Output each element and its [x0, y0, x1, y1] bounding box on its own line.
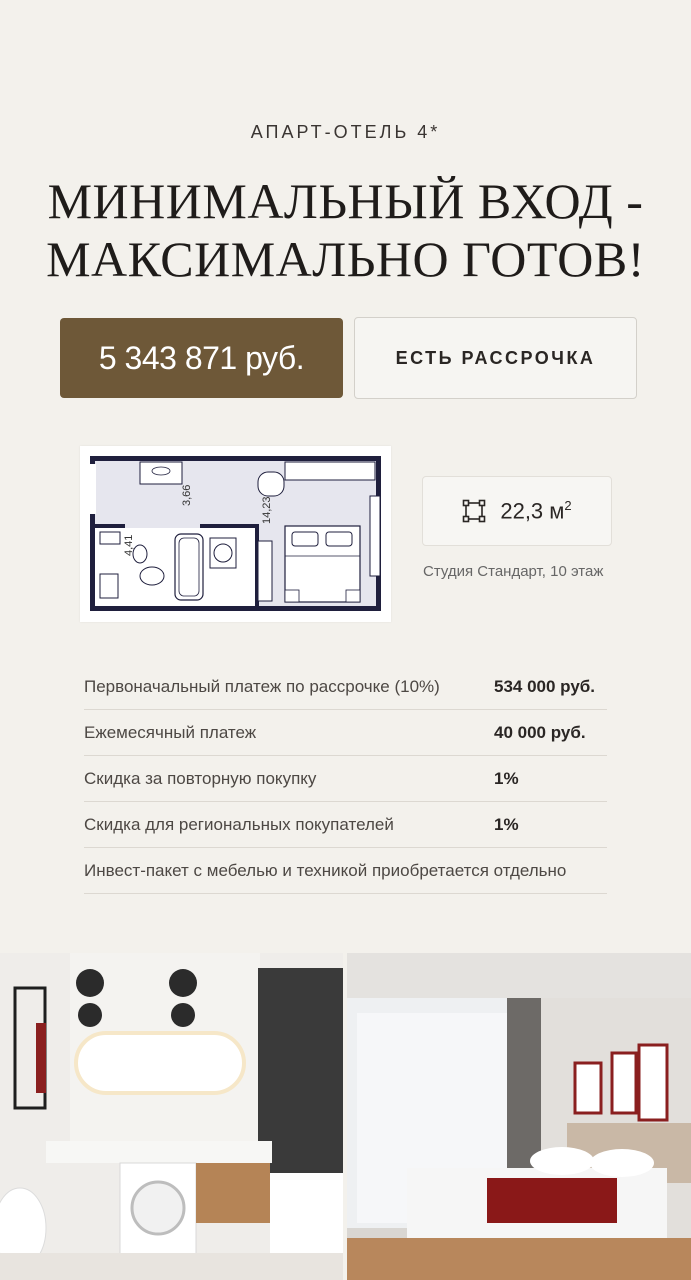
spec-label: Ежемесячный платеж: [84, 722, 257, 742]
spec-label: Инвест-пакет с мебелью и техникой приобретается отдельно: [84, 860, 567, 880]
spec-row: [84, 756, 607, 802]
square-corners-icon: [462, 499, 486, 523]
spec-value: 1%: [494, 768, 519, 788]
headline-line-1: МИНИМАЛЬНЫЙ ВХОД -: [47, 173, 644, 229]
bathroom-photo[interactable]: [0, 953, 343, 1280]
spec-label: Первоначальный платеж по рассрочке (10%): [84, 676, 440, 696]
bedroom-illustration: [347, 953, 691, 1280]
plan-dimension-3: 14,23: [261, 496, 273, 524]
bathroom-illustration: [0, 953, 343, 1280]
headline-line-2: МАКСИМАЛЬНО ГОТОВ!: [46, 231, 645, 287]
area-badge: [422, 476, 612, 546]
bedroom-photo[interactable]: [347, 953, 691, 1280]
spec-label: Скидка для региональных покупателей: [84, 814, 394, 834]
eyebrow-label: АПАРТ-ОТЕЛЬ 4*: [250, 122, 441, 142]
page-headline: [0, 172, 691, 288]
spec-value: 40 000 руб.: [494, 722, 586, 742]
apartment-caption: Студия Стандарт, 10 этаж: [423, 563, 604, 580]
spec-row: [84, 802, 607, 848]
spec-row: [84, 848, 607, 894]
spec-table: [84, 664, 607, 894]
spec-value: 534 000 руб.: [494, 676, 596, 696]
floor-plan-drawing: [80, 446, 391, 622]
spec-label: Скидка за повторную покупку: [84, 768, 317, 788]
plan-dimension-2: 4,41: [123, 534, 135, 556]
plan-dimension-1: 3,66: [181, 484, 193, 506]
spec-row: [84, 710, 607, 756]
price-button[interactable]: 5 343 871 руб.: [60, 318, 343, 398]
floor-plan[interactable]: [80, 446, 391, 622]
area-value: 22,3 $м^2$: [500, 497, 572, 524]
spec-row: [84, 664, 607, 710]
spec-value: 1%: [494, 814, 519, 834]
installment-button[interactable]: ЕСТЬ РАССРОЧКА: [354, 317, 637, 399]
